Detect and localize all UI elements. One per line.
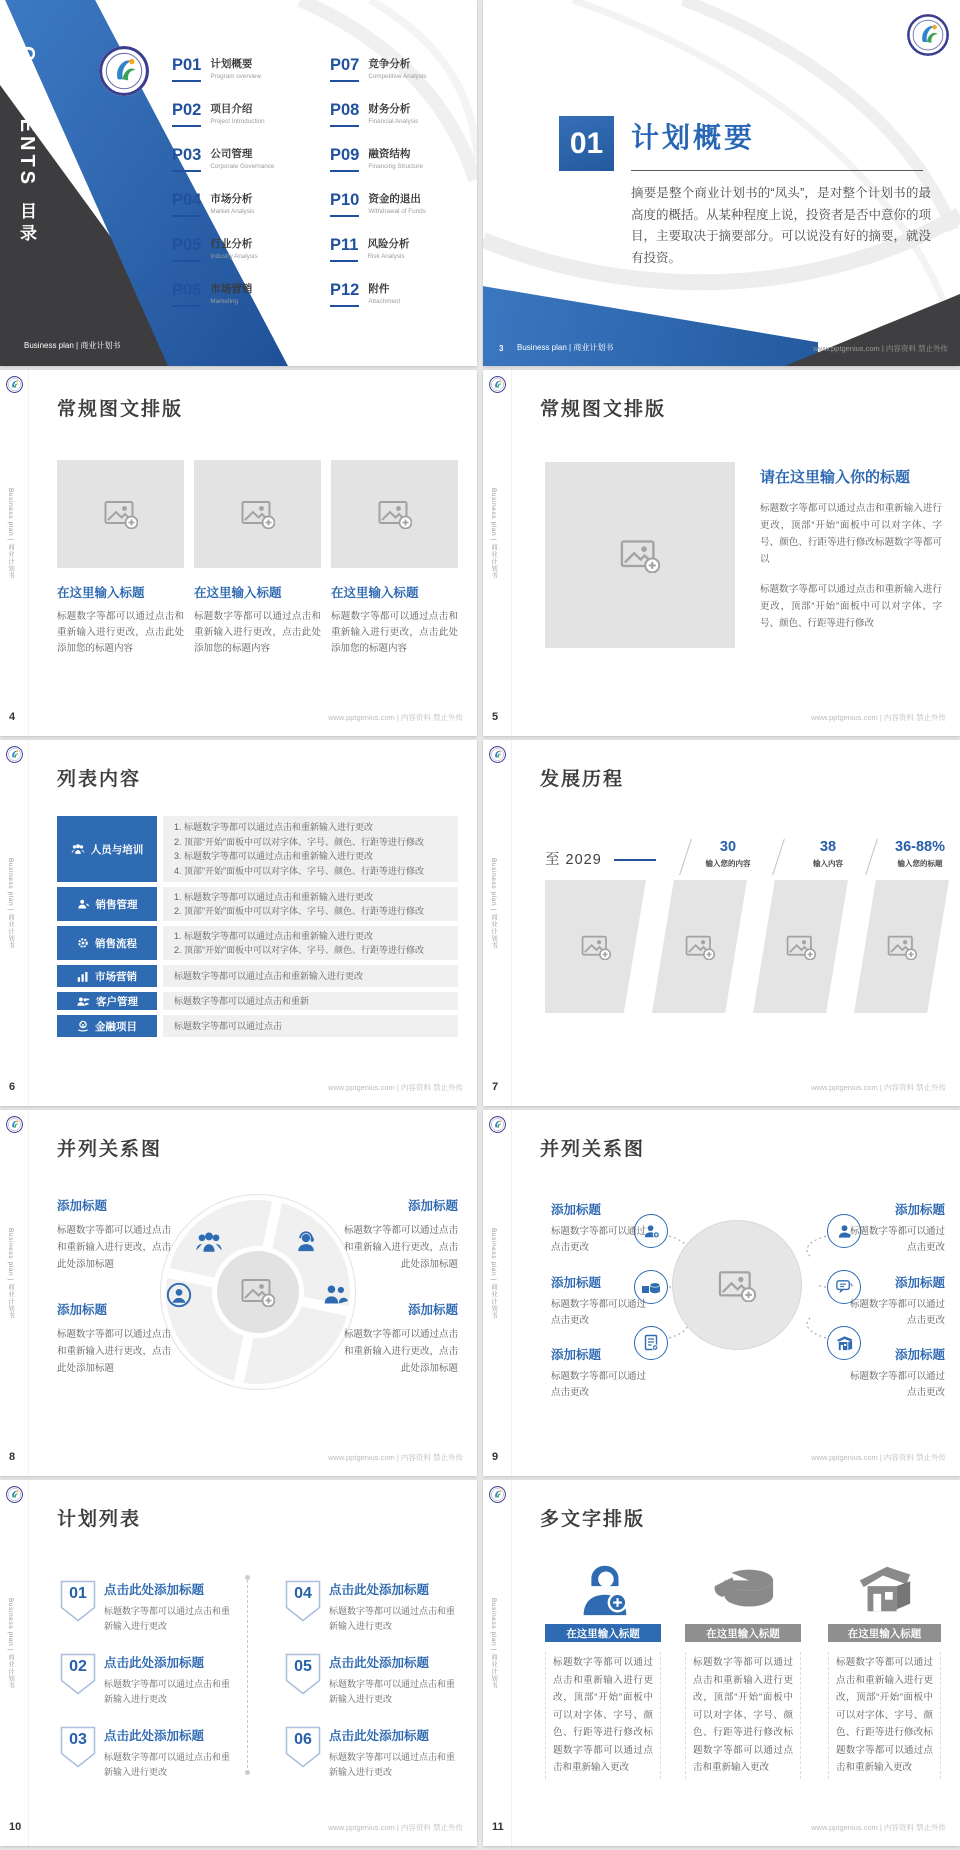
section-summary: 摘要是整个商业计划书的“凤头”，是对整个计划书的最高度的概括。从某种程度上说，投资者是否中意你的项目，主要取决于摘要部分。可以说没有好的摘要，就没有投资。	[631, 186, 932, 265]
sidebar-brand-text: Business plan | 商业计划书	[490, 1228, 497, 1319]
corner-title: 添加标题	[57, 1303, 108, 1317]
sidebar-brand-text: Business plan | 商业计划书	[490, 488, 497, 579]
three-columns	[57, 460, 459, 657]
slide-title: 常规图文排版	[540, 399, 667, 420]
row-button[interactable]	[57, 926, 157, 960]
row-button[interactable]	[57, 992, 157, 1010]
corner-text	[57, 1196, 175, 1273]
slide-layout-three-pics[interactable]	[0, 370, 477, 736]
site-footer: www.pptgenius.com | 内容资料 禁止外传	[328, 1823, 463, 1832]
hub-body: 标题数字等都可以通过点击更改	[849, 1226, 945, 1253]
row-panel	[163, 965, 458, 987]
panel-line: 3. 标题数字等都可以通过点击和重新输入进行更改	[174, 851, 374, 861]
stat-block	[791, 839, 865, 869]
hub-title: 添加标题	[894, 1348, 945, 1362]
list-row[interactable]	[57, 1015, 458, 1037]
toc-en: Program overview	[210, 73, 262, 80]
slide-title: 多文字排版	[540, 1509, 646, 1530]
sidebar-divider	[28, 1480, 29, 1846]
slide-parallel-relation-ring[interactable]	[0, 1110, 477, 1476]
school-logo	[6, 1116, 23, 1133]
image-placeholder[interactable]	[212, 1246, 304, 1338]
school-logo	[99, 46, 149, 96]
page-number: 11	[492, 1821, 504, 1833]
slide-title: 并列关系图	[540, 1139, 646, 1160]
page-number: 8	[9, 1451, 16, 1463]
number-badge	[285, 1580, 321, 1622]
image-placeholder[interactable]	[194, 460, 321, 568]
row-label: 销售流程	[95, 937, 137, 950]
row-button[interactable]	[57, 887, 157, 921]
plan-item[interactable]	[329, 1580, 459, 1634]
sidebar-brand-text: Business plan | 商业计划书	[7, 858, 14, 949]
school-logo	[6, 746, 23, 763]
image-placeholder[interactable]	[545, 880, 646, 1013]
panel-line: 1. 标题数字等都可以通过点击和重新输入进行更改	[174, 930, 374, 941]
woman-plus-icon	[572, 1558, 634, 1618]
add-image-icon	[620, 538, 660, 573]
row-label: 市场营销	[95, 970, 137, 983]
toc-en: Risk Analysis	[367, 253, 405, 260]
toc-code: P10	[330, 191, 359, 217]
toc-en: Corporate Governance	[210, 163, 275, 170]
toc-en: Financing Structure	[368, 163, 423, 170]
badge-number: 04	[294, 1585, 312, 1602]
list-row[interactable]	[57, 992, 458, 1010]
row-label: 客户管理	[96, 995, 138, 1008]
hub-text	[551, 1200, 651, 1256]
site-footer: www.pptgenius.com | 内容资料 禁止外传	[811, 1453, 946, 1462]
site-footer: www.pptgenius.com | 内容资料 禁止外传	[811, 1083, 946, 1092]
plan-item-body: 标题数字等都可以通过点击和重新输入进行更改	[329, 1606, 456, 1631]
badge-number: 06	[294, 1731, 312, 1748]
divider-dot	[245, 1575, 250, 1580]
school-logo	[6, 1486, 23, 1503]
slide-development-history[interactable]	[483, 740, 960, 1106]
page-number: 7	[492, 1081, 499, 1093]
hub-title: 添加标题	[894, 1276, 945, 1290]
shop-building-icon	[854, 1562, 916, 1618]
hub-text	[551, 1345, 651, 1401]
hub-body: 标题数字等都可以通过点击更改	[551, 1371, 647, 1398]
title-rule	[631, 170, 923, 171]
plan-item-body: 标题数字等都可以通过点击和重新输入进行更改	[104, 1606, 231, 1631]
panel-line: 标题数字等都可以通过点击和重新	[174, 995, 310, 1006]
list-rows	[57, 816, 458, 1042]
section-number: 01	[569, 126, 604, 160]
text-heading: 请在这里输入你的标题	[760, 469, 911, 486]
column-body: 标题数字等都可以通过点击和重新输入进行更改，顶部“开始”面板中可以对字体、字号、颜色、行距等进行修改标题数字等都可以通过点击和重新输入更改	[545, 1652, 661, 1779]
pie-chart-icon	[709, 1564, 777, 1618]
sidebar-brand-text: Business plan | 商业计划书	[490, 1598, 497, 1689]
plan-item-title: 点击此处添加标题	[104, 1656, 205, 1670]
list-row[interactable]	[57, 926, 458, 960]
stat-block	[688, 839, 768, 869]
toc-code: P11	[330, 236, 358, 262]
hub-text	[845, 1345, 945, 1401]
row-button[interactable]	[57, 1015, 157, 1037]
column-title: 在这里输入标题	[331, 586, 419, 600]
plan-item[interactable]	[104, 1580, 234, 1634]
badge-number: 05	[294, 1658, 312, 1675]
hub-title: 添加标题	[894, 1203, 945, 1217]
plan-item[interactable]	[104, 1653, 234, 1707]
paragraph: 标题数字等都可以通过点击和重新输入进行更改，顶部“开始”面板中可以对字体、字号、颜色、行距等进行修改标题数字等都可以	[760, 503, 942, 565]
row-label: 金融项目	[95, 1020, 137, 1033]
toc-code: P02	[172, 101, 201, 127]
text-column	[828, 1548, 941, 1779]
stat-value: 30	[719, 839, 737, 855]
toc-column-right	[330, 56, 477, 326]
corner-text	[57, 1300, 175, 1377]
toc-item[interactable]	[172, 101, 322, 134]
plan-item-title: 点击此处添加标题	[329, 1729, 430, 1743]
slide-title: 计划列表	[57, 1509, 142, 1530]
slide-plan-list[interactable]	[0, 1480, 477, 1846]
toc-code: P12	[330, 281, 359, 307]
toc-en: Attachment	[368, 298, 401, 305]
paragraph: 标题数字等都可以通过点击和重新输入进行更改，顶部“开始”面板中可以对字体、字号、颜色、行距等进行修改	[760, 584, 942, 629]
pic-column	[57, 460, 184, 657]
corner-body: 标题数字等都可以通过点击和重新输入进行更改，点击此处添加标题	[343, 1329, 458, 1374]
corner-body: 标题数字等都可以通过点击和重新输入进行更改，点击此处添加标题	[57, 1225, 172, 1270]
site-footer: www.pptgenius.com | 内容资料 禁止外传	[811, 1823, 946, 1832]
toc-item[interactable]	[330, 56, 477, 89]
support-person-icon	[293, 1229, 319, 1255]
sales-manage-icon	[77, 898, 90, 910]
badge-number: 02	[69, 1658, 87, 1675]
process-gear-icon	[77, 937, 89, 949]
page-number: 3	[499, 344, 504, 353]
row-panel	[163, 816, 458, 882]
toc-en: Competitive Analysis	[368, 73, 427, 80]
add-image-icon	[378, 499, 412, 529]
toc-zh: 风险分析	[367, 238, 410, 250]
column-body: 标题数字等都可以通过点击和重新输入进行更改，点击此处添加您的标题内容	[331, 611, 458, 654]
timeline-blocks	[545, 880, 949, 1013]
stat-label: 输入内容	[813, 859, 843, 868]
toc-zh: 市场营销	[210, 283, 253, 295]
plan-item[interactable]	[329, 1653, 459, 1707]
stat-divider	[865, 839, 878, 875]
number-badge	[60, 1726, 96, 1768]
add-image-icon	[685, 934, 715, 960]
toc-en: Project Introduction	[210, 118, 265, 125]
add-image-icon	[581, 934, 611, 960]
corner-title: 添加标题	[407, 1199, 458, 1213]
page-number: 10	[9, 1821, 22, 1833]
page-number: 6	[9, 1081, 16, 1093]
hub-body: 标题数字等都可以通过点击更改	[551, 1226, 647, 1253]
hub-text	[845, 1273, 945, 1329]
toc-code: P03	[172, 146, 201, 172]
image-placeholder[interactable]	[331, 460, 458, 568]
divider-dot	[245, 1770, 250, 1775]
section-title: 计划概要	[631, 122, 756, 153]
vertical-title	[14, 46, 39, 246]
corner-title: 添加标题	[407, 1303, 458, 1317]
page-number: 5	[492, 711, 499, 723]
stat-label: 输入您的内容	[705, 859, 751, 868]
plan-item-title: 点击此处添加标题	[104, 1583, 205, 1597]
sidebar-brand-text: Business plan | 商业计划书	[490, 858, 497, 949]
panel-line: 2. 顶部“开始”面板中可以对字体、字号、颜色、行距等进行修改	[174, 906, 425, 916]
school-logo	[907, 14, 949, 56]
slide-section-01[interactable]	[483, 0, 960, 366]
number-badge	[285, 1726, 321, 1768]
stat-value: 38	[819, 839, 837, 855]
toc-zh: 计划概要	[210, 58, 253, 70]
toc-code: P04	[172, 191, 201, 217]
panel-line: 1. 标题数字等都可以通过点击和重新输入进行更改	[174, 891, 374, 902]
add-image-icon	[104, 499, 138, 529]
panel-line: 2. 顶部“开始”面板中可以对字体、字号、颜色、行距等进行修改	[174, 836, 425, 847]
sidebar-brand-text: Business plan | 商业计划书	[7, 1228, 14, 1319]
section-number-box	[559, 116, 614, 171]
row-label: 人员与培训	[90, 843, 144, 856]
school-logo	[489, 746, 506, 763]
school-logo	[6, 376, 23, 393]
sidebar-divider	[28, 370, 29, 736]
slide-title: 列表内容	[57, 769, 142, 790]
hub-body: 标题数字等都可以通过点击更改	[551, 1299, 647, 1326]
image-placeholder[interactable]	[652, 880, 747, 1013]
badge-number: 01	[69, 1585, 87, 1602]
slide-contents-cover[interactable]	[0, 0, 477, 366]
panel-line: 4. 顶部“开始”面板中可以对字体、字号、颜色、行距等进行修改	[174, 865, 425, 876]
page-number: 9	[492, 1451, 499, 1463]
corner-body: 标题数字等都可以通过点击和重新输入进行更改，点击此处添加标题	[343, 1225, 458, 1270]
panel-line: 标题数字等都可以通过点击	[174, 1020, 283, 1031]
toc-column-left	[172, 56, 322, 326]
pic-column	[194, 460, 321, 657]
toc-zh: 财务分析	[368, 103, 411, 115]
corner-text	[340, 1196, 458, 1273]
row-panel	[163, 1015, 458, 1037]
text-column	[685, 1548, 801, 1779]
plan-item-body: 标题数字等都可以通过点击和重新输入进行更改	[329, 1679, 456, 1704]
toc-item[interactable]	[330, 191, 477, 224]
row-panel	[163, 887, 458, 921]
site-footer: www.pptgenius.com | 内容资料 禁止外传	[328, 1453, 463, 1462]
column-title: 在这里输入标题	[194, 586, 282, 600]
stat-label: 输入您的标题	[897, 859, 943, 868]
hub-text	[845, 1200, 945, 1256]
image-placeholder[interactable]	[854, 880, 949, 1013]
hub-body: 标题数字等都可以通过点击更改	[849, 1299, 945, 1326]
slide-title: 并列关系图	[57, 1139, 163, 1160]
school-logo	[489, 376, 506, 393]
year-label: 至 2029	[545, 852, 602, 868]
text-block	[760, 466, 942, 645]
finance-icon	[77, 1020, 89, 1032]
column-body: 标题数字等都可以通过点击和重新输入进行更改，顶部“开始”面板中可以对字体、字号、颜色、行距等进行修改标题数字等都可以通过点击和重新输入更改	[828, 1652, 941, 1779]
stat-value: 36-88%	[895, 839, 945, 855]
slide-parallel-relation-hub[interactable]	[483, 1110, 960, 1476]
plan-item[interactable]	[329, 1726, 459, 1780]
number-badge	[60, 1580, 96, 1622]
timeline-year	[545, 848, 656, 869]
toc-zh: 市场分析	[210, 193, 253, 205]
add-image-icon	[241, 1277, 275, 1307]
toc-zh: 融资结构	[368, 148, 411, 160]
plan-item-body: 标题数字等都可以通过点击和重新输入进行更改	[329, 1752, 456, 1777]
site-footer: www.pptgenius.com | 内容资料 禁止外传	[813, 344, 948, 353]
hub-title: 添加标题	[551, 1348, 602, 1362]
toc-zh: 竞争分析	[368, 58, 411, 70]
slide-layout-one-pic[interactable]	[483, 370, 960, 736]
column-header: 在这里输入标题	[828, 1624, 941, 1642]
contents-zh-label: 目录	[17, 202, 36, 246]
toc-en: Financial Analysis	[368, 118, 419, 125]
toc-code: P05	[172, 236, 201, 262]
year-dash	[614, 859, 656, 861]
row-button[interactable]	[57, 816, 157, 882]
dotted-divider	[247, 1580, 248, 1768]
sidebar-divider	[28, 1110, 29, 1476]
toc-zh: 项目介绍	[210, 103, 253, 115]
sidebar-divider	[28, 740, 29, 1106]
sidebar-divider	[511, 370, 512, 736]
plan-item-title: 点击此处添加标题	[329, 1583, 430, 1597]
toc-item[interactable]	[330, 146, 477, 179]
text-column	[545, 1548, 661, 1779]
customer-icon	[76, 996, 90, 1007]
brand-footer: Business plan | 商业计划书	[517, 343, 614, 352]
toc-code: P07	[330, 56, 359, 82]
plan-item-body: 标题数字等都可以通过点击和重新输入进行更改	[104, 1752, 231, 1777]
toc-code: P09	[330, 146, 359, 172]
school-logo	[489, 1486, 506, 1503]
add-image-icon	[718, 1269, 756, 1302]
plan-item[interactable]	[104, 1726, 234, 1780]
panel-line: 1. 标题数字等都可以通过点击和重新输入进行更改	[174, 822, 374, 832]
corner-text	[340, 1300, 458, 1377]
site-footer: www.pptgenius.com | 内容资料 禁止外传	[328, 713, 463, 722]
list-row[interactable]	[57, 965, 458, 987]
hub-title: 添加标题	[551, 1203, 602, 1217]
plan-item-title: 点击此处添加标题	[104, 1729, 205, 1743]
brand-footer: Business plan | 商业计划书	[24, 341, 121, 350]
image-placeholder[interactable]	[672, 1220, 802, 1350]
toc-item[interactable]	[172, 191, 322, 224]
panel-line: 标题数字等都可以通过点击和重新输入进行更改	[174, 970, 364, 981]
list-row[interactable]	[57, 887, 458, 921]
sidebar-brand-text: Business plan | 商业计划书	[7, 488, 14, 579]
badge-number: 03	[69, 1731, 87, 1748]
corner-title: 添加标题	[57, 1199, 108, 1213]
toc-zh: 公司管理	[210, 148, 253, 160]
toc-code: P08	[330, 101, 359, 127]
pic-column	[331, 460, 458, 657]
column-header: 在这里输入标题	[685, 1624, 801, 1642]
hub-title: 添加标题	[551, 1276, 602, 1290]
sidebar-divider	[511, 1480, 512, 1846]
stat-divider	[772, 839, 785, 875]
toc-item[interactable]	[330, 236, 477, 269]
image-placeholder[interactable]	[753, 880, 848, 1013]
site-footer: www.pptgenius.com | 内容资料 禁止外传	[328, 1083, 463, 1092]
row-panel	[163, 926, 458, 960]
toc-item[interactable]	[330, 101, 477, 134]
team-icon	[71, 843, 85, 855]
column-body: 标题数字等都可以通过点击和重新输入进行更改，顶部“开始”面板中可以对字体、字号、颜色、行距等进行修改标题数字等都可以通过点击和重新输入更改	[685, 1652, 801, 1779]
row-label: 销售管理	[95, 898, 138, 911]
toc-item[interactable]	[172, 281, 322, 314]
add-image-icon	[786, 934, 816, 960]
slide-title: 发展历程	[540, 769, 625, 790]
stat-block	[878, 839, 960, 869]
toc-item[interactable]	[172, 236, 322, 269]
team-icon	[195, 1230, 223, 1254]
number-badge	[285, 1653, 321, 1695]
page-number: 4	[9, 711, 16, 723]
contents-en-label: CONTENTS	[16, 46, 38, 188]
toc-code: P01	[172, 56, 201, 82]
image-placeholder[interactable]	[545, 462, 735, 648]
toc-zh: 附件	[368, 283, 390, 295]
toc-item[interactable]	[172, 146, 322, 179]
slide-multi-text[interactable]	[483, 1480, 960, 1846]
toc-item[interactable]	[172, 56, 322, 89]
panel-line: 2. 顶部“开始”面板中可以对字体、字号、颜色、行距等进行修改	[174, 945, 425, 955]
plan-item-title: 点击此处添加标题	[329, 1656, 430, 1670]
hub-body: 标题数字等都可以通过点击更改	[849, 1371, 945, 1398]
corner-body: 标题数字等都可以通过点击和重新输入进行更改，点击此处添加标题	[57, 1329, 172, 1374]
column-body: 标题数字等都可以通过点击和重新输入进行更改，点击此处添加您的标题内容	[57, 611, 184, 654]
toc-item[interactable]	[330, 281, 477, 314]
plan-item-body: 标题数字等都可以通过点击和重新输入进行更改	[104, 1679, 231, 1704]
sidebar-brand-text: Business plan | 商业计划书	[7, 1598, 14, 1689]
toc-en: Withdrawal of Funds	[368, 208, 426, 215]
row-panel	[163, 992, 458, 1010]
market-chart-icon	[77, 971, 89, 982]
slide-list-content[interactable]	[0, 740, 477, 1106]
toc-en: Market Analysis	[210, 208, 255, 215]
row-button[interactable]	[57, 965, 157, 987]
column-body: 标题数字等都可以通过点击和重新输入进行更改，点击此处添加您的标题内容	[194, 611, 321, 654]
toc-en: Industry Analysis	[210, 253, 258, 260]
add-image-icon	[241, 499, 275, 529]
add-image-icon	[887, 934, 917, 960]
column-title: 在这里输入标题	[57, 586, 145, 600]
toc-zh: 资金的退出	[368, 193, 421, 205]
site-footer: www.pptgenius.com | 内容资料 禁止外传	[811, 713, 946, 722]
toc-zh: 行业分析	[210, 238, 253, 250]
toc-code: P06	[172, 281, 201, 307]
slide-title: 常规图文排版	[57, 399, 184, 420]
sidebar-divider	[511, 740, 512, 1106]
hub-text	[551, 1273, 651, 1329]
column-header: 在这里输入标题	[545, 1624, 661, 1642]
image-placeholder[interactable]	[57, 460, 184, 568]
toc-en: Marketing	[210, 298, 239, 305]
list-row[interactable]	[57, 816, 458, 882]
number-badge	[60, 1653, 96, 1695]
